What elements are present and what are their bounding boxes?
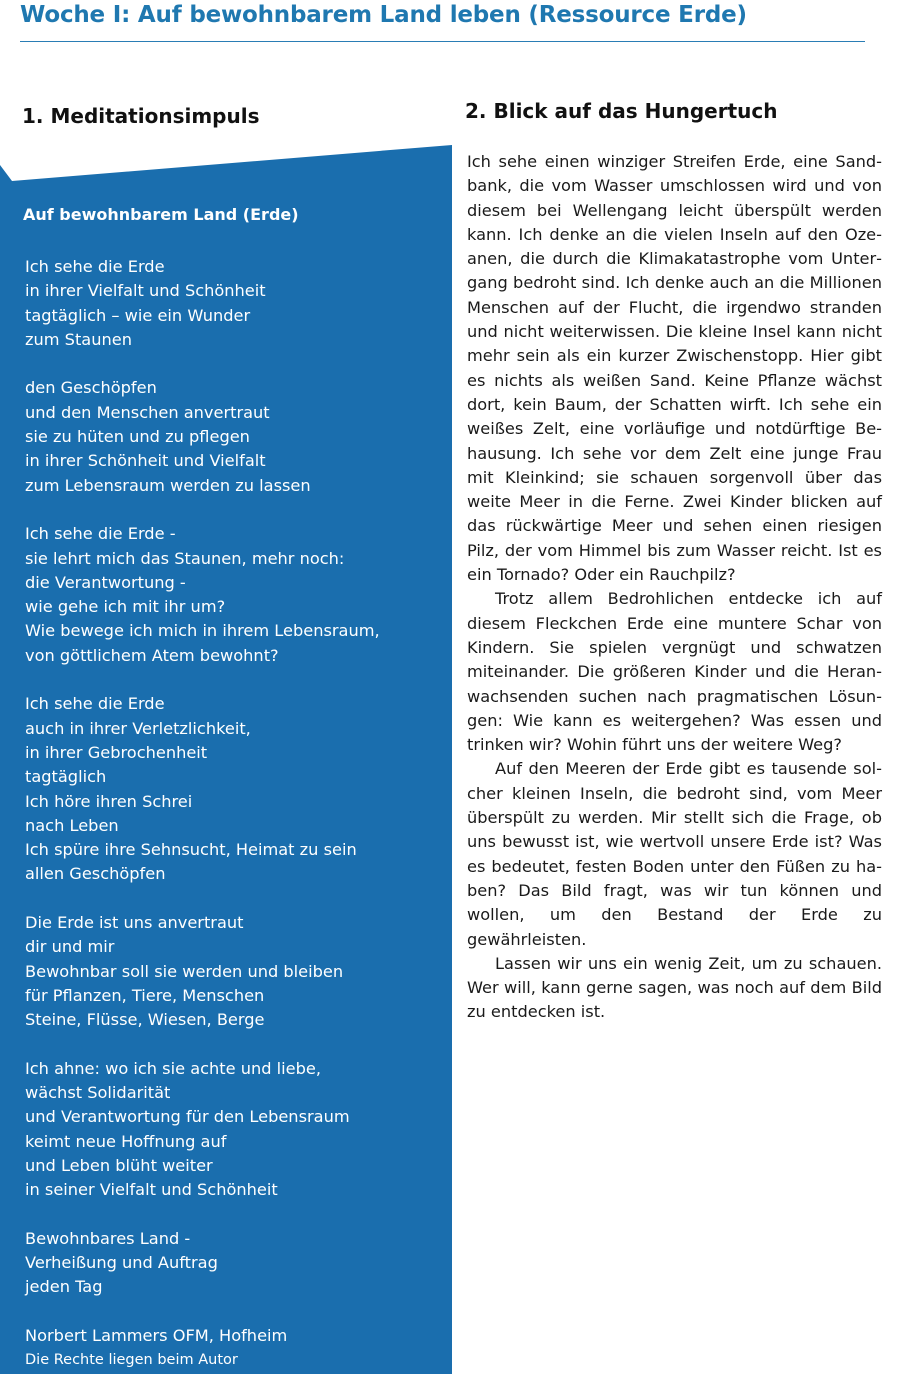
meditation-panel [0, 145, 452, 1374]
poem-line: allen Geschöpfen [25, 864, 166, 884]
poem-line: in ihrer Schönheit und Vielfalt [25, 451, 266, 471]
poem-line: die Verantwortung - [25, 572, 186, 592]
poem-line: und Verantwortung für den Lebensraum [25, 1107, 350, 1127]
poem-line: Bewohnbar soll sie werden und bleiben [25, 961, 344, 981]
poem-line: Ich höre ihren Schrei [25, 791, 193, 811]
poem-line: nach Leben [25, 815, 119, 835]
poem-line: zum Lebensraum werden zu lassen [25, 475, 311, 495]
poem-line: für Pflanzen, Tiere, Menschen [25, 985, 265, 1005]
poem-author: Norbert Lammers OFM, Hofheim [25, 1326, 288, 1346]
poem-line: dir und mir [25, 937, 115, 957]
poem-line: in ihrer Gebrochenheit [25, 742, 208, 762]
poem-body [25, 255, 445, 1373]
poem-line: wie gehe ich mit ihr um? [25, 597, 226, 617]
title-divider [20, 41, 865, 42]
poem-line: Die Erde ist uns anvertraut [25, 913, 244, 933]
poem-line: tagtäglich – wie ein Wunder [25, 305, 251, 325]
page-title: Woche I: Auf bewohnbarem Land leben (Ressource Erde) [20, 2, 747, 28]
poem-line: Ich ahne: wo ich sie achte und liebe, [25, 1058, 322, 1078]
poem-line: sie zu hüten und zu pflegen [25, 427, 250, 447]
poem-line: keimt neue Hoffnung auf [25, 1131, 227, 1151]
stanza-gap [25, 498, 445, 522]
text-paragraph: Auf den Meeren der Erde gibt es tausende solcher kleinen Inseln, die bedroht sind, vom Meer überspült zu werden. Mir stellt sich die Frage, ob uns bewusst ist, wie wertvoll unsere Erde ist? Was es bedeutet, festen Boden unter den Füßen zu haben? Das Bild fragt, was wir tun können und wollen, um den Bestand der Erde zu gewährleisten. [467, 759, 882, 949]
stanza-gap [25, 668, 445, 692]
poem-line: sie lehrt mich das Staunen, mehr noch: [25, 548, 345, 568]
poem-line: Ich sehe die Erde - [25, 524, 176, 544]
poem-line: Bewohnbares Land - [25, 1228, 191, 1248]
stanza-gap [25, 1203, 445, 1227]
poem-line: zum Staunen [25, 329, 132, 349]
poem-line: Verheißung und Auftrag [25, 1253, 218, 1273]
poem-line: und Leben blüht weiter [25, 1155, 213, 1175]
rights-notice: Die Rechte liegen beim Autor [25, 1352, 238, 1369]
poem-line: Ich spüre ihre Sehnsucht, Heimat zu sein [25, 840, 357, 860]
poem-line: von göttlichem Atem bewohnt? [25, 645, 279, 665]
poem-line: Wie bewege ich mich in ihrem Lebensraum, [25, 621, 380, 641]
poem-line: tagtäglich [25, 767, 107, 787]
poem-line: Steine, Flüsse, Wiesen, Berge [25, 1010, 265, 1030]
stanza-gap [25, 1033, 445, 1057]
meditation-heading: 1. Meditationsimpuls [22, 104, 260, 128]
hungertuch-heading: 2. Blick auf das Hungertuch [465, 99, 778, 123]
poem-line: und den Menschen anvertraut [25, 402, 270, 422]
text-paragraph: Ich sehe einen winziger Streifen Erde, eine Sandbank, die vom Wasser umschlossen wird und von diesem bei Wellengang leicht überspült werden kann. Ich denke an die vielen Inseln auf den Ozeanen, die durch die Klimakatastrophe vom Untergang bedroht sind. Ich denke auch an die Millionen Menschen auf der Flucht, die irgendwo stranden und nicht weiterwissen. Die kleine Insel kann nicht mehr sein als ein kurzer Zwischenstopp. Hier gibt es nichts als weißen Sand. Keine Pflanze wächst dort, kein Baum, der Schatten wirft. Ich sehe ein weißes Zelt, eine vorläufige und notdürftige Behausung. Ich sehe vor dem Zelt eine junge Frau mit Kleinkind; sie schauen sorgenvoll über das weite Meer in die Ferne. Zwei Kinder blicken auf das rückwärtige Meer und sehen einen riesigen Pilz, der vom Himmel bis zum Wasser reicht. Ist es ein Tornado? Oder ein Rauchpilz? [467, 152, 882, 585]
poem-line: jeden Tag [25, 1277, 103, 1297]
hungertuch-text [467, 150, 882, 1025]
poem-line: auch in ihrer Verletzlichkeit, [25, 718, 251, 738]
stanza-gap [25, 887, 445, 911]
text-paragraph: Lassen wir uns ein wenig Zeit, um zu schauen. Wer will, kann gerne sagen, was noch auf dem Bild zu entdecken ist. [467, 953, 882, 1022]
poem-line: den Geschöpfen [25, 378, 157, 398]
stanza-gap [25, 352, 445, 376]
poem-line: in ihrer Vielfalt und Schönheit [25, 281, 266, 301]
poem-title: Auf bewohnbarem Land (Erde) [23, 205, 299, 224]
poem-line: Ich sehe die Erde [25, 694, 165, 714]
text-paragraph: Trotz allem Bedrohlichen entdecke ich auf diesem Fleckchen Erde eine muntere Schar von Kindern. Sie spielen vergnügt und schwatzen miteinander. Die größeren Kinder und die Heranwachsenden suchen nach pragmatischen Lösungen: Wie kann es weitergehen? Was essen und trinken wir? Wohin führt uns der weitere Weg? [467, 589, 882, 755]
poem-line: wächst Solidarität [25, 1083, 171, 1103]
stanza-gap [25, 1300, 445, 1324]
poem-line: Ich sehe die Erde [25, 257, 165, 276]
poem-line: in seiner Vielfalt und Schönheit [25, 1180, 278, 1200]
